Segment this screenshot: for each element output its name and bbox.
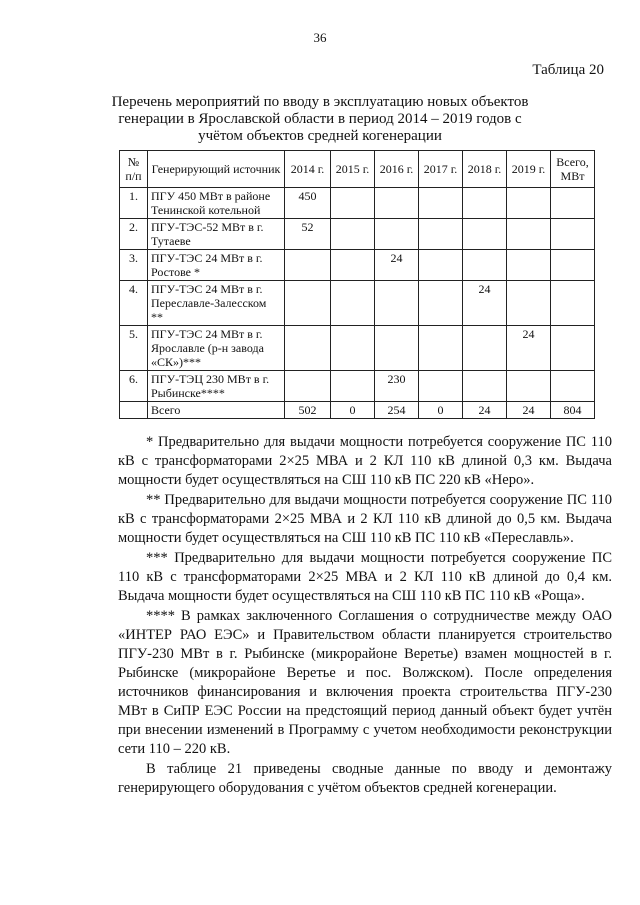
cell-total bbox=[551, 371, 595, 402]
row-num: 1. bbox=[120, 188, 148, 219]
total-2015: 0 bbox=[331, 402, 375, 419]
cell-2015 bbox=[331, 188, 375, 219]
table-label: Таблица 20 bbox=[532, 62, 604, 78]
header-2015: 2015 г. bbox=[331, 151, 375, 188]
header-2014: 2014 г. bbox=[285, 151, 331, 188]
total-label: Всего bbox=[148, 402, 285, 419]
row-source: ПГУ-ТЭС 24 МВт в г. Переславле-Залесском ** bbox=[148, 281, 285, 326]
total-num bbox=[120, 402, 148, 419]
total-2017: 0 bbox=[419, 402, 463, 419]
row-source: ПГУ-ТЭС 24 МВт в г. Ростове * bbox=[148, 250, 285, 281]
header-num: № п/п bbox=[120, 151, 148, 188]
cell-2014: 52 bbox=[285, 219, 331, 250]
header-source: Генерирующий источник bbox=[148, 151, 285, 188]
cell-2018 bbox=[463, 371, 507, 402]
cell-2019 bbox=[507, 250, 551, 281]
cell-total bbox=[551, 326, 595, 371]
table-total-row bbox=[120, 402, 595, 419]
cell-2017 bbox=[419, 371, 463, 402]
header-2016: 2016 г. bbox=[375, 151, 419, 188]
footnote-2: ** Предварительно для выдачи мощности потребуется сооружение ПС 110 кВ с трансформаторами 2×25 МВА и 2 КЛ 110 кВ длиной до 0,5 км. Выдача мощности будет осуществляться на СШ 110 кВ ПС 110 кВ «Переславль». bbox=[118, 492, 612, 546]
cell-2018 bbox=[463, 188, 507, 219]
row-num: 6. bbox=[120, 371, 148, 402]
cell-2019 bbox=[507, 219, 551, 250]
total-2014: 502 bbox=[285, 402, 331, 419]
table-row bbox=[120, 281, 595, 326]
cell-2016 bbox=[375, 219, 419, 250]
summary-paragraph bbox=[118, 760, 612, 798]
footnote-3: *** Предварительно для выдачи мощности потребуется сооружение ПС 110 кВ с трансформаторами 2×25 МВА и 2 КЛ 110 кВ длиной до 0,4 км. Выдача мощности будет осуществляться на СШ 110 кВ ПС 110 кВ «Роща». bbox=[118, 550, 612, 604]
row-num: 4. bbox=[120, 281, 148, 326]
cell-2015 bbox=[331, 219, 375, 250]
cell-2017 bbox=[419, 219, 463, 250]
row-source: ПГУ 450 МВт в районе Тенинской котельной bbox=[148, 188, 285, 219]
cell-2016: 230 bbox=[375, 371, 419, 402]
cell-2017 bbox=[419, 326, 463, 371]
cell-2019 bbox=[507, 371, 551, 402]
cell-2019 bbox=[507, 188, 551, 219]
generation-table bbox=[119, 150, 595, 419]
cell-2015 bbox=[331, 250, 375, 281]
cell-total bbox=[551, 250, 595, 281]
cell-2019: 24 bbox=[507, 326, 551, 371]
cell-total bbox=[551, 281, 595, 326]
total-2019: 24 bbox=[507, 402, 551, 419]
cell-2014 bbox=[285, 371, 331, 402]
row-num: 3. bbox=[120, 250, 148, 281]
table-header-row bbox=[120, 151, 595, 188]
cell-2017 bbox=[419, 281, 463, 326]
cell-2016 bbox=[375, 188, 419, 219]
cell-total bbox=[551, 188, 595, 219]
cell-2017 bbox=[419, 250, 463, 281]
cell-2016 bbox=[375, 281, 419, 326]
cell-2014 bbox=[285, 326, 331, 371]
summary-text: В таблице 21 приведены сводные данные по вводу и демонтажу генерирующего оборудования с учётом объектов средней когенерации. bbox=[118, 761, 612, 796]
cell-total bbox=[551, 219, 595, 250]
header-2019: 2019 г. bbox=[507, 151, 551, 188]
footnote-1: * Предварительно для выдачи мощности потребуется сооружение ПС 110 кВ с трансформаторами 2×25 МВА и 2 КЛ 110 кВ длиной 0,3 км. Выдача мощности будет осуществляться на СШ 110 кВ ПС 220 кВ «Неро». bbox=[118, 434, 612, 488]
cell-2014 bbox=[285, 281, 331, 326]
cell-2019 bbox=[507, 281, 551, 326]
total-total: 804 bbox=[551, 402, 595, 419]
cell-2018 bbox=[463, 250, 507, 281]
cell-2015 bbox=[331, 326, 375, 371]
total-2018: 24 bbox=[463, 402, 507, 419]
row-source: ПГУ-ТЭЦ 230 МВт в г. Рыбинске**** bbox=[148, 371, 285, 402]
cell-2016: 24 bbox=[375, 250, 419, 281]
table-row bbox=[120, 250, 595, 281]
table-row bbox=[120, 219, 595, 250]
cell-2017 bbox=[419, 188, 463, 219]
row-source: ПГУ-ТЭС-52 МВт в г. Тутаеве bbox=[148, 219, 285, 250]
header-total: Всего, МВт bbox=[551, 151, 595, 188]
cell-2014: 450 bbox=[285, 188, 331, 219]
cell-2018: 24 bbox=[463, 281, 507, 326]
table-title: Перечень мероприятий по вводу в эксплуатацию новых объектов генерации в Ярославской области в период 2014 – 2019 годов с учётом объектов средней когенерации bbox=[111, 94, 529, 144]
row-num: 2. bbox=[120, 219, 148, 250]
cell-2014 bbox=[285, 250, 331, 281]
table-row bbox=[120, 188, 595, 219]
header-2017: 2017 г. bbox=[419, 151, 463, 188]
cell-2015 bbox=[331, 281, 375, 326]
row-num: 5. bbox=[120, 326, 148, 371]
cell-2016 bbox=[375, 326, 419, 371]
cell-2018 bbox=[463, 326, 507, 371]
cell-2015 bbox=[331, 371, 375, 402]
row-source: ПГУ-ТЭС 24 МВт в г. Ярославле (р-н завода «СК»)*** bbox=[148, 326, 285, 371]
total-2016: 254 bbox=[375, 402, 419, 419]
footnotes bbox=[118, 433, 612, 759]
table-row bbox=[120, 326, 595, 371]
table-row bbox=[120, 371, 595, 402]
page-number: 36 bbox=[313, 30, 327, 45]
header-2018: 2018 г. bbox=[463, 151, 507, 188]
footnote-4: **** В рамках заключенного Соглашения о сотрудничестве между ОАО «ИНТЕР РАО ЕЭС» и Правительством области планируется строительство ПГУ-230 МВт в г. Рыбинске (микрорайоне Веретье) взамен мощностей в г. Рыбинске (микрорайоне Веретье и пос. Волжском). После определения источников финансирования и включения проекта строительства ПГУ-230 МВт в СиПР ЕЭС России на предстоящий период данный объект будет учтён при внесении изменений в Программу с учетом необходимости реконструкции сети 110 – 220 кВ. bbox=[118, 608, 612, 757]
cell-2018 bbox=[463, 219, 507, 250]
